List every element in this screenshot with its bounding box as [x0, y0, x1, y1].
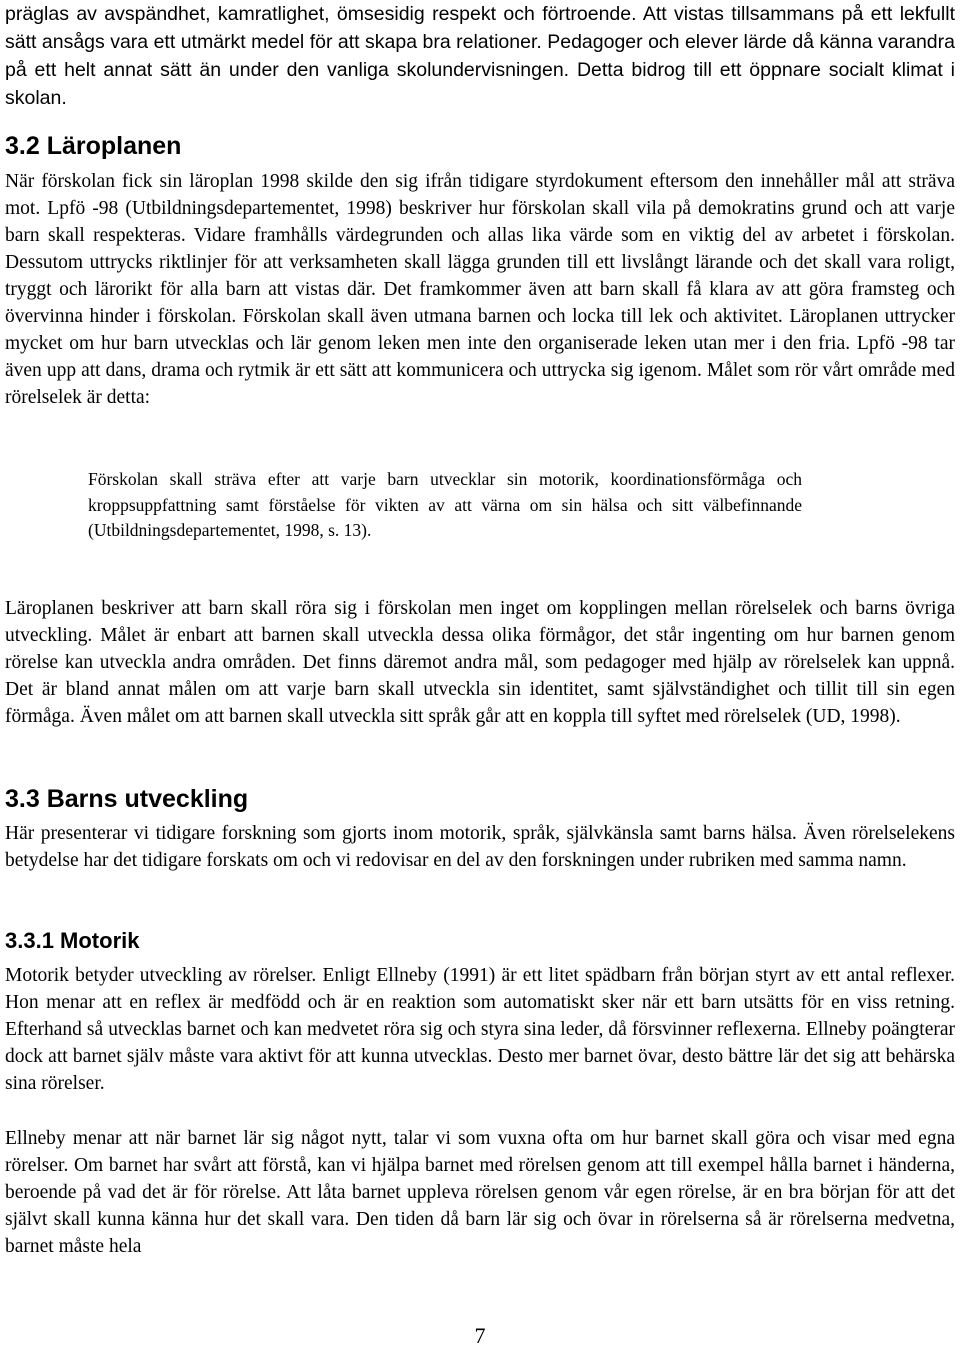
paragraph-motorik-1: Motorik betyder utveckling av rörelser. Enligt Ellneby (1991) är ett litet spädbarn från början styrt av ett antal reflexer. Hon menar att en reflex är medfödd och är en reaktion som automatiskt sker när ett barn utsätts för en viss retning. Efterhand så utvecklas barnet och kan medvetet röra sig och styra sina leder, då försvinner reflexerna. Ellneby poängterar dock att barnet själv måste vara aktivt för att kunna utvecklas. Desto mer barnet övar, desto bättre lär det sig att behärska sina rörelser. [5, 965, 955, 1094]
intro-paragraph: präglas av avspändhet, kamratlighet, ömsesidig respekt och förtroende. Att vistas tillsammans på ett lekfullt sätt ansågs vara ett utmärkt medel för att skapa bra relationer. Pedagoger och elever lärde då känna varandra på ett helt annat sätt än under den vanliga skolundervisningen. Detta bidrog till ett öppnare socialt klimat i skolan. [5, 3, 955, 109]
heading-3-2: 3.2 Läroplanen [5, 132, 182, 160]
heading-3-3: 3.3 Barns utveckling [5, 785, 249, 813]
page-number: 7 [474, 1323, 486, 1348]
heading-3-3-1: 3.3.1 Motorik [5, 928, 140, 953]
paragraph-motorik-2: Ellneby menar att när barnet lär sig något nytt, talar vi som vuxna ofta om hur barnet skall göra och visar med egna rörelser. Om barnet har svårt att förstå, kan vi hjälpa barnet med rörelsen genom att till exempel hålla barnet i händerna, beroende på vad det är för rörelse. Att låta barnet uppleva rörelsen genom vår egen rörelse, är en bra början för att det självt skall kunna känna hur det skall vara. Den tiden då barn lär sig och övar in rörelserna så är rörelserna medvetna, barnet måste hela [5, 1128, 955, 1257]
quote-block: Förskolan skall sträva efter att varje barn utvecklar sin motorik, koordinationsförmåga och kroppsuppfattning samt förståelse för vikten av att värna om sin hälsa och sitt välbefinnande (Utbildningsdepartementet, 1998, s. 13). [88, 469, 802, 540]
paragraph-barns-utveckling: Här presenterar vi tidigare forskning som gjorts inom motorik, språk, självkänsla samt barns hälsa. Även rörelselekens betydelse har det tidigare forskats om och vi redovisar en del av den forskningen under rubriken med samma namn. [5, 823, 955, 871]
paragraph-laroplanen-after: Läroplanen beskriver att barn skall röra sig i förskolan men inget om kopplingen mellan rörelselek och barns övriga utveckling. Målet är enbart att barnen skall utveckla dessa olika förmågor, det står ingenting om hur barnen genom rörelse kan utveckla andra områden. Det finns däremot andra mål, som pedagoger med hjälp av rörelselek kan uppnå. Det är bland annat målen om att varje barn skall utveckla sin identitet, samt självständighet och tillit till sin egen förmåga. Även målet om att barnen skall utveckla sitt språk går att en koppla till syftet med rörelselek (UD, 1998). [5, 598, 955, 727]
paragraph-laroplanen: När förskolan fick sin läroplan 1998 skilde den sig ifrån tidigare styrdokument eftersom den innehåller mål att sträva mot. Lpfö -98 (Utbildningsdepartementet, 1998) beskriver hur förskolan skall vila på demokratins grund och att varje barn skall respekteras. Vidare framhålls värdegrunden och allas lika värde som en viktig del av arbetet i förskolan. Dessutom uttrycks riktlinjer för att verksamheten skall lägga grunden till ett livslångt lärande och det skall vara roligt, tryggt och lärorikt för alla barn att vistas där. Det framkommer även att barn skall få klara av att göra framsteg och övervinna hinder i förskolan. Förskolan skall även utmana barnen och locka till lek och aktivitet. Läroplanen uttrycker mycket om hur barn utvecklas och lär genom leken men inte den organiserade leken utan mer i den fria. Lpfö -98 tar även upp att dans, drama och rytmik är ett sätt att kommunicera och uttrycka sig igenom. Målet som rör vårt område med rörelselek är detta: [5, 171, 955, 408]
